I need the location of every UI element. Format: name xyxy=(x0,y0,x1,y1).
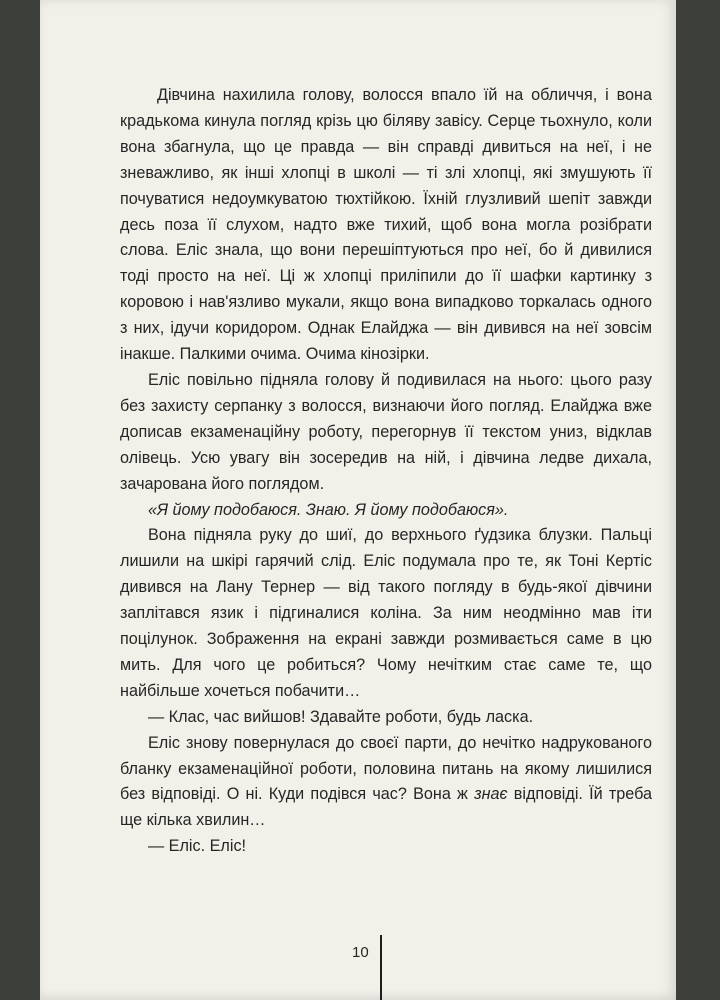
book-page xyxy=(40,0,676,1000)
book-spine xyxy=(380,935,382,1000)
paragraph xyxy=(120,731,652,835)
paragraph: Дівчина нахилила голову, волосся впало їй на обличчя, і вона крадькома кинула погляд крізь цю біляву завісу. Серце тьохнуло, коли вона збагнула, що це правда — він справді дивиться на неї, і не зневажливо, як інші хлопці в школі — ті злі хлопці, які змушують її почуватися недоумкуватою тюхтійкою. Їхній глузливий шепіт завжди десь поза її слухом, надто вже тихий, щоб вона могла розібрати слова. Еліс знала, що вони перешіптуються про неї, бо й дивилися тоді просто на неї. Ці ж хлопці приліпили до її шафки картинку з коровою і нав'язливо мукали, якщо вона випадково торкалась одного з них, ідучи коридором. Однак Елайджа — він дивився на неї зовсім інакше. Палкими очима. Очима кінозірки. xyxy=(120,86,652,364)
italic-thought: «Я йому подобаюся. Знаю. Я йому подобаюся». xyxy=(148,500,509,519)
paragraph-text: Еліс знову повернулася до своєї парти, до нечітко надрукованого бланку екзаменаційної роботи, половина питань на якому лишилися без відповіді. О ні. Куди подівся час? Вона ж xyxy=(120,733,652,804)
dialogue-line: — Клас, час вийшов! Здавайте роботи, будь ласка. xyxy=(148,707,534,726)
emphasized-word: знає xyxy=(474,785,508,804)
body-text xyxy=(120,83,652,860)
paragraph-text: відповіді. Їй треба ще кілька хвилин… xyxy=(120,785,653,830)
paragraph: Вона підняла руку до шиї, до верхнього ґудзика блузки. Пальці лишили на шкірі гарячий слід. Еліс подумала про те, як Тоні Кертіс дивився на Лану Тернер — від такого погляду в будь-якої дівчини заплітався язик і підгиналися коліна. За ним неодмінно мав іти поцілунок. Зображення на екрані завжди розмивається саме в цю мить. Для чого це робиться? Чому нечітким стає саме те, що найбільше хочеться побачити… xyxy=(120,526,652,700)
paragraph: Еліс повільно підняла голову й подивилася на нього: цього разу без захисту серпанку з волосся, визнаючи його погляд. Елайджа вже дописав екзаменаційну роботу, перегорнув її текстом униз, відклав олівець. Усю увагу він зосередив на ній, і дівчина ледве дихала, зачарована його поглядом. xyxy=(120,370,652,493)
page-number: 10 xyxy=(352,944,369,961)
dialogue-line: — Еліс. Еліс! xyxy=(148,837,247,856)
